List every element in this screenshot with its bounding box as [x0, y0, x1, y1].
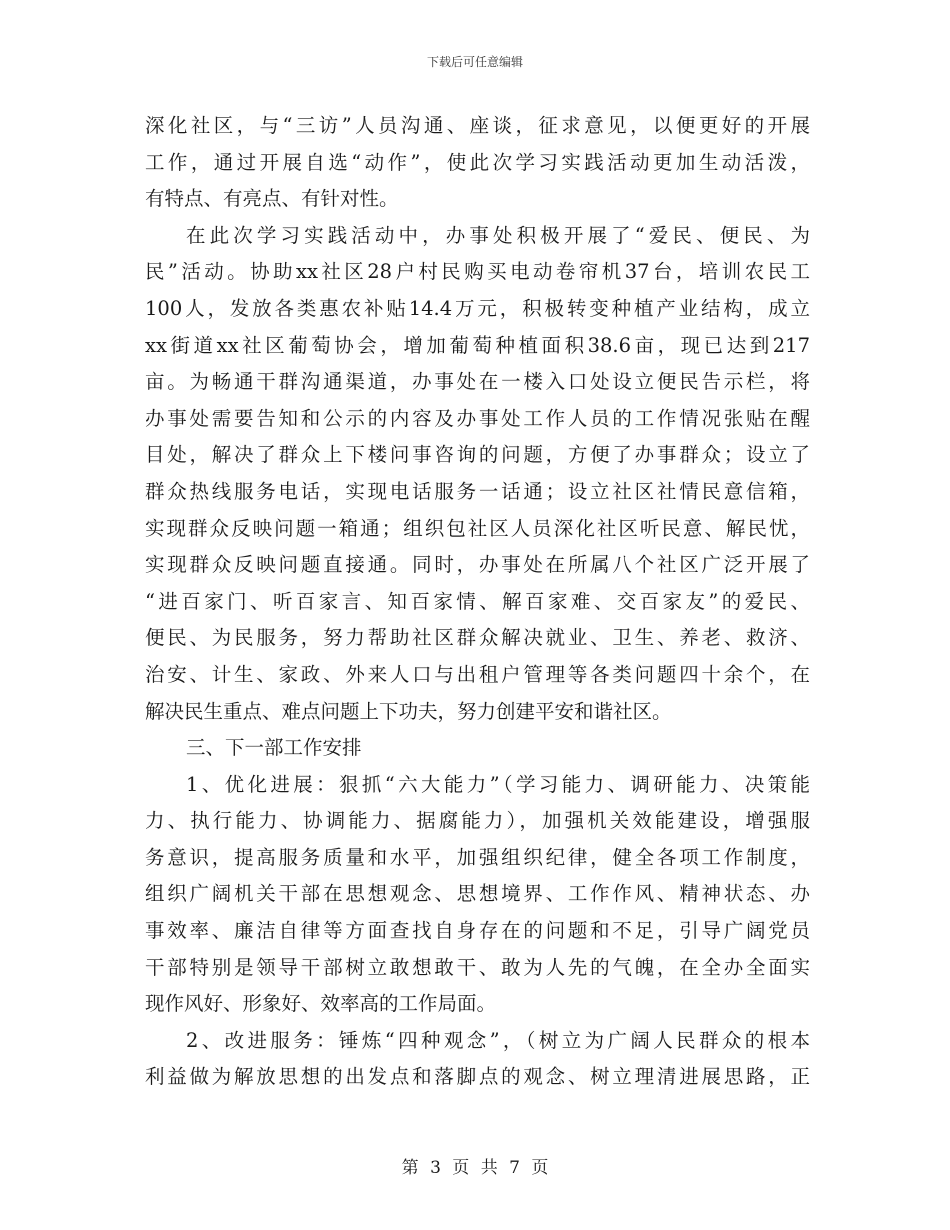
text-line: 有特点、有亮点、有针对性。 [145, 187, 399, 211]
text-line: 群众热线服务电话，实现电话服务一话通；设立社区社情民意信箱， [145, 479, 810, 503]
paragraph-start: 1、优化进展：狠抓“六大能力”（学习能力、调研能力、决策能 [186, 772, 810, 796]
text-line: 干部特别是领导干部树立敢想敢干、敢为人先的气魄，在全办全面实 [145, 955, 810, 979]
text-line: 实现群众反映问题直接通。同时，办事处在所属八个社区广泛开展了 [145, 553, 810, 577]
text-line: 实现群众反映问题一箱通；组织包社区人员深化社区听民意、解民忧， [145, 516, 810, 540]
section-heading: 三、下一部工作安排 [186, 736, 362, 760]
text-line: 亩。为畅通干群沟通渠道，办事处在一楼入口处设立便民告示栏，将 [145, 370, 810, 394]
text-line: xx街道xx社区葡萄协会，增加葡萄种植面积38.6亩，现已达到217 [145, 333, 810, 357]
paragraph-start: 在此次学习实践活动中，办事处积极开展了“爱民、便民、为 [186, 223, 810, 247]
text-line: 深化社区，与“三访”人员沟通、座谈，征求意见，以便更好的开展 [145, 114, 810, 137]
text-line: 利益做为解放思想的出发点和落脚点的观念、树立理清进展思路，正 [145, 1065, 810, 1089]
text-line: 务意识，提高服务质量和水平，加强组织纪律，健全各项工作制度， [145, 845, 810, 869]
page-number: 第 3 页 共 7 页 [401, 1158, 549, 1178]
text-line: 100人，发放各类惠农补贴14.4万元，积极转变种植产业结构，成立 [145, 296, 810, 320]
page-header: 下载后可任意编辑 [426, 55, 523, 69]
text-line: 解决民生重点、难点问题上下功夫，努力创建平安和谐社区。 [145, 699, 672, 723]
text-line: 事效率、廉洁自律等方面查找自身存在的问题和不足，引导广阔党员 [145, 919, 810, 943]
text-line: 便民、为民服务，努力帮助社区群众解决就业、卫生、养老、救济、 [145, 626, 810, 650]
paragraph-start: 2、改进服务：锤炼“四种观念”，（树立为广阔人民群众的根本 [186, 1028, 810, 1052]
text-line: “进百家门、听百家言、知百家情、解百家难、交百家友”的爱民、 [145, 589, 810, 613]
text-line: 治安、计生、家政、外来人口与出租户管理等各类问题四十余个，在 [145, 662, 810, 686]
document-body [145, 108, 810, 1096]
text-line: 力、执行能力、协调能力、据腐能力），加强机关效能建设，增强服 [145, 809, 810, 833]
text-line: 工作，通过开展自选“动作”，使此次学习实践活动更加生动活泼， [145, 150, 810, 174]
text-line: 目处，解决了群众上下楼问事咨询的问题，方便了办事群众；设立了 [145, 443, 810, 467]
text-line: 组织广阔机关干部在思想观念、思想境界、工作作风、精神状态、办 [145, 882, 810, 906]
text-line: 民”活动。协助xx社区28户村民购买电动卷帘机37台，培训农民工 [145, 260, 810, 284]
text-line: 办事处需要告知和公示的内容及办事处工作人员的工作情况张贴在醒 [145, 406, 810, 430]
text-line: 现作风好、形象好、效率高的工作局面。 [145, 992, 497, 1016]
